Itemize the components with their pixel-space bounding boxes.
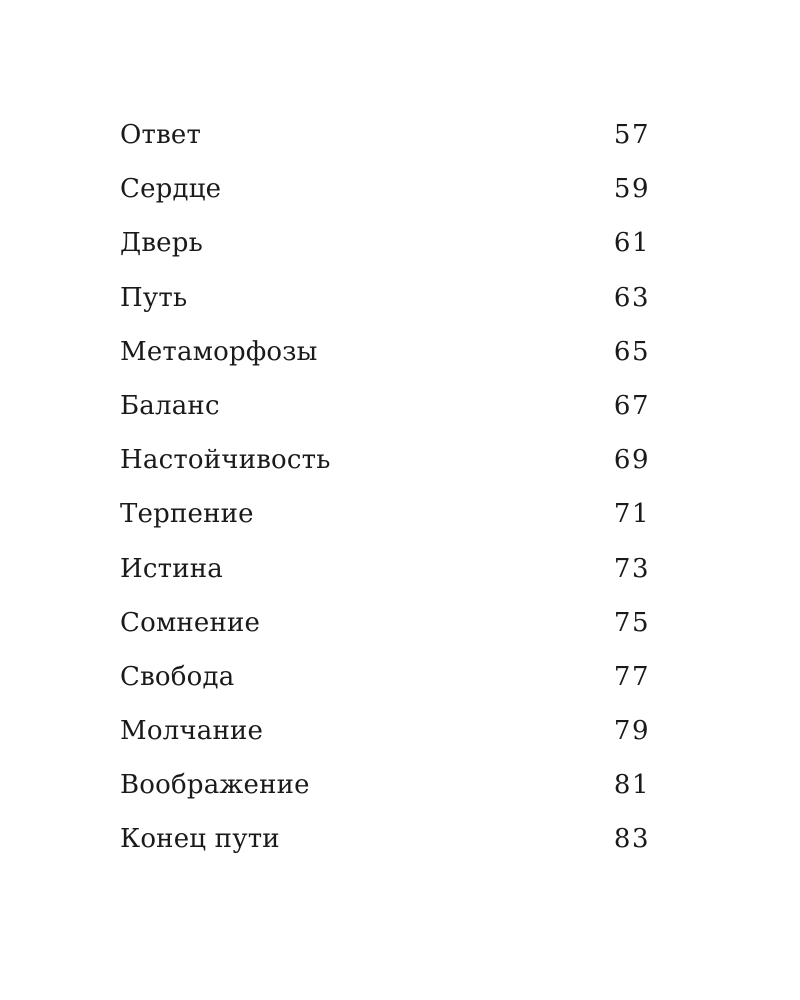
toc-entry-page: 81	[613, 770, 650, 801]
toc-entry-title: Метаморфозы	[120, 336, 318, 367]
toc-entry-page: 65	[613, 336, 650, 367]
toc-entry-page: 63	[613, 282, 650, 313]
toc-entry-title: Свобода	[120, 661, 235, 692]
toc-dot-leader	[268, 607, 614, 633]
toc-entry-title: Ответ	[120, 120, 202, 150]
toc-entry-title: Истина	[120, 553, 223, 584]
toc-dot-leader	[195, 282, 614, 308]
toc-entry-title: Молчание	[120, 716, 264, 747]
toc-entry[interactable]	[120, 433, 650, 487]
toc-entry-title: Путь	[120, 282, 188, 313]
toc-dot-leader	[229, 173, 614, 199]
toc-entry-page: 73	[613, 553, 650, 584]
toc-entry-title: Терпение	[120, 499, 254, 530]
toc-entry-page: 75	[613, 607, 650, 638]
toc-entry-page: 77	[613, 661, 650, 692]
toc-dot-leader	[231, 553, 614, 579]
toc-entry[interactable]	[120, 379, 650, 433]
toc-entry-page: 69	[613, 445, 650, 476]
toc-entry[interactable]	[120, 162, 650, 216]
toc-entry[interactable]	[120, 542, 650, 596]
toc-entry-page: 79	[613, 716, 650, 747]
toc-dot-leader	[288, 823, 614, 849]
toc-entry-page: 67	[613, 390, 650, 421]
toc-dot-leader	[339, 444, 614, 470]
toc-entry-title: Настойчивость	[120, 445, 331, 476]
toc-entry[interactable]	[120, 758, 650, 812]
toc-entry-title: Сомнение	[120, 607, 261, 638]
toc-entry-title: Сердце	[120, 174, 222, 205]
toc-entry-title: Конец пути	[120, 824, 280, 855]
toc-entry[interactable]	[120, 271, 650, 325]
toc-entry[interactable]	[120, 216, 650, 270]
toc-entry[interactable]	[120, 650, 650, 704]
toc-entry-title: Баланс	[120, 390, 220, 421]
toc-entry-page: 59	[613, 174, 650, 205]
toc-entry-page: 61	[613, 228, 650, 259]
toc-dot-leader	[211, 227, 614, 253]
toc-entry[interactable]	[120, 108, 650, 162]
toc-dot-leader	[318, 769, 614, 795]
toc-entry-title: Дверь	[120, 228, 203, 259]
toc-dot-leader	[326, 336, 614, 362]
toc-dot-leader	[228, 390, 614, 416]
toc-entry-page: 57	[613, 120, 650, 150]
toc-entry[interactable]	[120, 596, 650, 650]
toc-entry[interactable]	[120, 704, 650, 758]
toc-dot-leader	[209, 119, 614, 145]
table-of-contents	[120, 108, 650, 867]
toc-entry-title: Воображение	[120, 770, 310, 801]
toc-entry[interactable]	[120, 487, 650, 541]
toc-entry-page: 83	[613, 824, 650, 855]
toc-dot-leader	[242, 661, 614, 687]
toc-dot-leader	[271, 715, 614, 741]
toc-entry[interactable]	[120, 325, 650, 379]
toc-dot-leader	[262, 498, 614, 524]
toc-entry-page: 71	[613, 499, 650, 530]
toc-entry[interactable]	[120, 812, 650, 866]
